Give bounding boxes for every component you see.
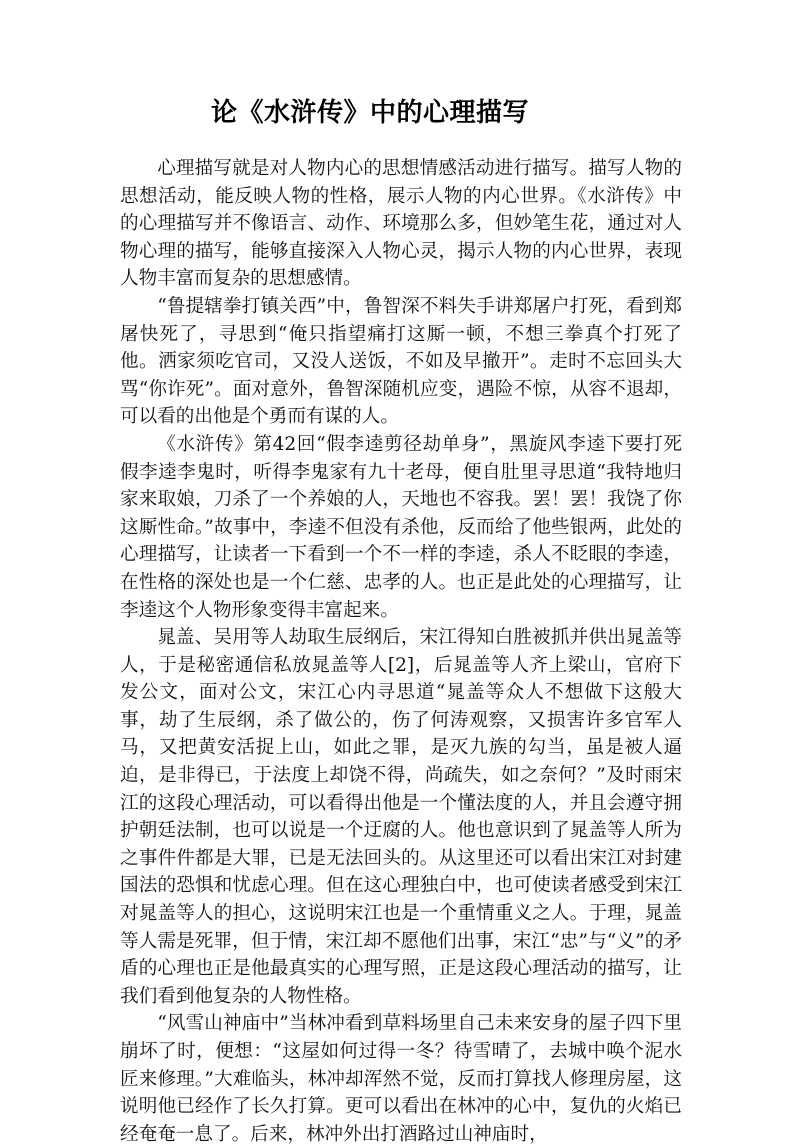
document-title: 论《水浒传》中的心理描写 [210, 98, 529, 128]
document-body [120, 155, 682, 1148]
paragraph-5: “风雪山神庙中”当林冲看到草料场里自己未来安身的屋子四下里崩坏了时，便想：“这屋如何过得一冬？待雪晴了，去城中唤个泥水匠来修理。”大难临头，林冲却浑然不觉，反而打算找人修理房屋，这说明他已经作了长久打算。更可以看出在林冲的心中，复仇的火焰已经奄奄一息了。后来，林冲外出打酒路过山神庙时， [120, 1013, 682, 1145]
paragraph-4: 晁盖、吴用等人劫取生辰纲后，宋江得知白胜被抓并供出晁盖等人，于是秘密通信私放晁盖等人[2]，后晁盖等人齐上梁山，官府下发公文，面对公文，宋江心内寻思道“晁盖等众人不想做下这般大事，劫了生辰纲，杀了做公的，伤了何涛观察，又损害许多官军人马，又把黄安活捉上山，如此之罪，是灭九族的勾当，虽是被人逼迫，是非得已，于法度上却饶不得，尚疏失，如之奈何？”及时雨宋江的这段心理活动，可以看得出他是一个懂法度的人，并且会遵守拥护朝廷法制，也可以说是一个迂腐的人。他也意识到了晁盖等人所为之事件件都是大罪，已是无法回头的。从这里还可以看出宋江对封建国法的恐惧和忧虑心理。但在这心理独白中，也可使读者感受到宋江对晁盖等人的担心，这说明宋江也是一个重情重义之人。于理，晁盖等人需是死罪，但于情，宋江却不愿他们出事，宋江“忠”与“义”的矛盾的心理也正是他最真实的心理写照，正是这段心理活动的描写，让我们看到他复杂的人物性格。 [120, 627, 682, 1007]
paragraph-2: “鲁提辖拳打镇关西”中，鲁智深不料失手讲郑屠户打死，看到郑屠快死了，寻思到“俺只指望痛打这厮一顿，不想三拳真个打死了他。洒家须吃官司，又没人送饭，不如及早撤开”。走时不忘回头大骂“你诈死”。面对意外，鲁智深随机应变，遇险不惊，从容不退却，可以看的出他是个勇而有谋的人。 [120, 295, 682, 428]
paragraph-3: 《水浒传》第42回“假李逵剪径劫单身”，黑旋风李逵下要打死假李逵李鬼时，听得李鬼家有九十老母，便自肚里寻思道“我特地归家来取娘，刀杀了一个养娘的人，天地也不容我。罢！罢！我饶了你这厮性命。”故事中，李逵不但没有杀他，反而给了他些银两，此处的心理描写，让读者一下看到一个不一样的李逵，杀人不眨眼的李逵，在性格的深处也是一个仁慈、忠孝的人。也正是此处的心理描写，让李逵这个人物形象变得丰富起来。 [120, 433, 682, 621]
paragraph-1: 心理描写就是对人物内心的思想情感活动进行描写。描写人物的思想活动，能反映人物的性格，展示人物的内心世界。《水浒传》中的心理描写并不像语言、动作、环境那么多，但妙笔生花，通过对人物心理的描写，能够直接深入人物心灵，揭示人物的内心世界，表现人物丰富而复杂的思想感情。 [120, 158, 682, 290]
